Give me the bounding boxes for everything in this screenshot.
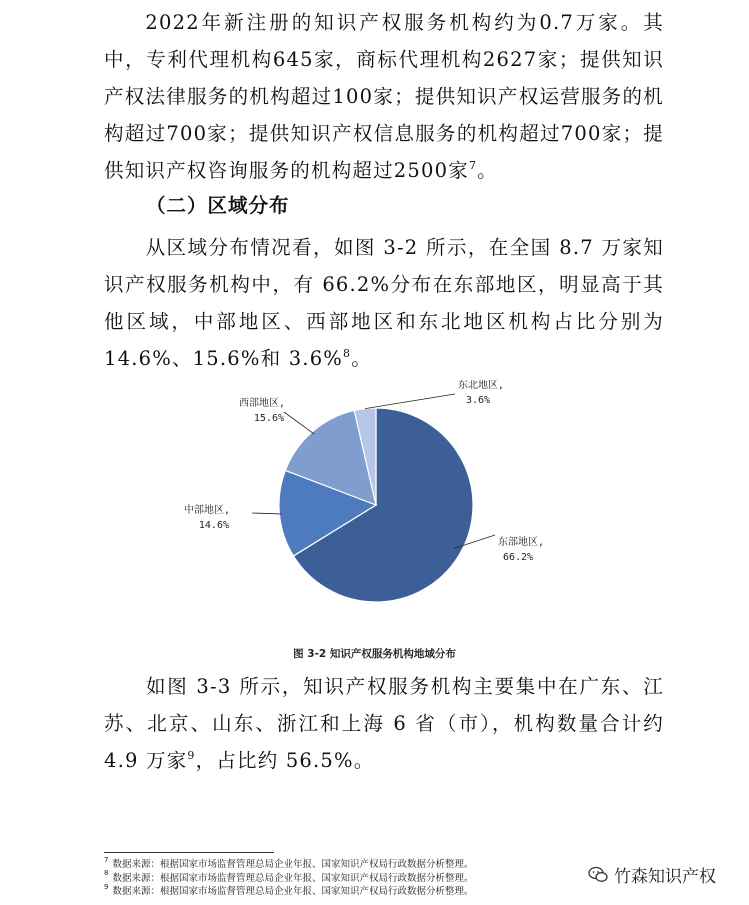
watermark-text: 竹森知识产权	[614, 867, 716, 887]
figure-caption: 图 3-2 知识产权服务机构地域分布	[293, 648, 456, 660]
footnote-9	[104, 882, 474, 899]
footnote-text: 数据来源：根据国家市场监督管理总局企业年报、国家知识产权局行政数据分析整理。	[112, 859, 474, 870]
paragraph-3-text: 如图 3-3 所示，知识产权服务机构主要集中在广东、江苏、北京、山东、浙江和上海 6 省（市），机构数量合计约 4.9 万家	[104, 675, 664, 772]
footnote-ref-9[interactable]: 9	[187, 748, 196, 762]
paragraph-2-end: 。	[351, 347, 372, 370]
paragraph-1	[104, 4, 664, 189]
pie-leader-line	[365, 394, 455, 409]
paragraph-3	[104, 668, 664, 779]
footnote-7	[104, 855, 474, 872]
paragraph-1-text: 2022年新注册的知识产权服务机构约为0.7万家。其中，专利代理机构645家，商标代理机构2627家；提供知识产权法律服务的机构超过100家；提供知识产权运营服务的机构超过700家；提供知识产权信息服务的机构超过700家；提供知识产权咨询服务的机构超过2500家	[104, 11, 664, 182]
pie-leader-line	[284, 412, 314, 434]
pie-slices	[279, 408, 473, 602]
pie-slice-value: 66.2%	[502, 552, 534, 563]
paragraph-3-end: ，占比约 56.5%。	[195, 749, 375, 772]
footnote-num: 7	[104, 855, 109, 864]
footnote-num: 8	[104, 869, 109, 878]
paragraph-2	[104, 229, 664, 377]
footnote-divider	[104, 852, 274, 853]
pie-slice-label: 东部地区,	[498, 537, 545, 548]
region-pie-chart	[180, 380, 570, 640]
pie-slice-value: 15.6%	[253, 413, 284, 424]
footnote-text: 数据来源：根据国家市场监督管理总局企业年报、国家知识产权局行政数据分析整理。	[112, 872, 474, 884]
paragraph-2-text: 从区域分布情况看，如图 3-2 所示，在全国 8.7 万家知识产权服务机构中，有 66.2%分布在东部地区，明显高于其他区域，中部地区、西部地区和东北地区机构占比分别为 14.6%、15.6%和 3.6%	[104, 236, 664, 370]
footnote-ref-8[interactable]: 8	[343, 346, 352, 360]
pie-slice-value: 3.6%	[465, 395, 491, 406]
wechat-icon	[588, 866, 608, 884]
pie-slice-value: 14.6%	[198, 520, 229, 531]
paragraph-1-end: 。	[477, 159, 498, 182]
footnote-text: 数据来源：根据国家市场监督管理总局企业年报、国家知识产权局行政数据分析整理。	[112, 886, 474, 897]
footnote-num: 9	[104, 882, 109, 891]
footnote-ref-7[interactable]: 7	[468, 158, 478, 172]
footnotes	[104, 855, 474, 899]
section-heading: （二）区域分布	[146, 194, 290, 217]
watermark	[588, 862, 716, 887]
pie-leader-line	[252, 513, 281, 514]
footnote-8	[104, 869, 474, 886]
pie-slice-label: 西部地区,	[238, 398, 285, 409]
pie-slice-label: 东北地区,	[458, 380, 505, 391]
pie-slice-label: 中部地区,	[183, 505, 230, 516]
